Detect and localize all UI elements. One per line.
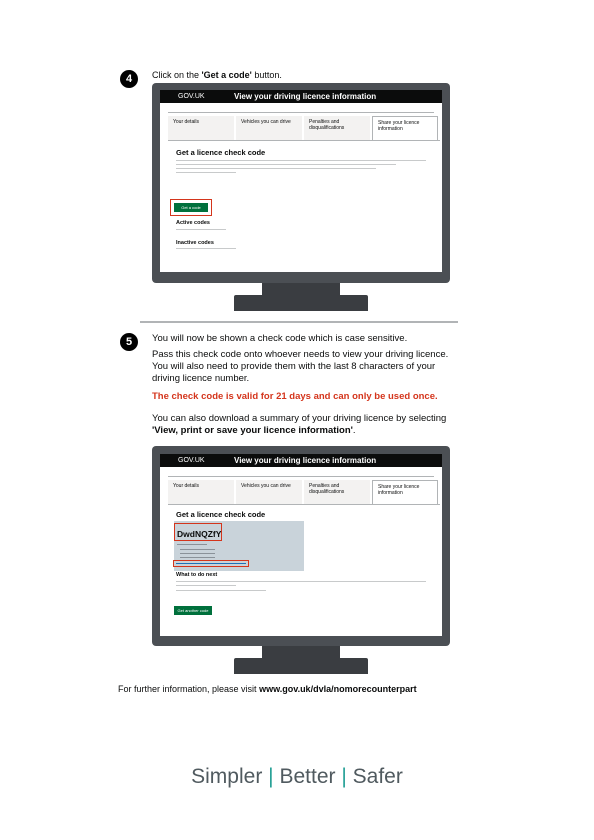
monitor-1-screen [160, 90, 442, 272]
step-4-bold: 'Get a code' [201, 70, 252, 80]
tab-bar [168, 116, 440, 140]
get-code-button[interactable]: Get a code [174, 203, 208, 212]
body-line [176, 160, 426, 161]
panel-line [180, 553, 215, 554]
tab-underline [168, 504, 440, 505]
step-5-para4 [152, 413, 452, 437]
step-4-text-end: button. [251, 70, 282, 80]
monitor-1-neck [262, 283, 340, 295]
tagline [0, 764, 594, 790]
get-another-code-button[interactable]: Get another code [174, 606, 212, 615]
highlight-box [170, 199, 212, 216]
beta-banner [168, 106, 434, 113]
body-line [176, 581, 426, 582]
body-line [176, 164, 396, 165]
body-line [176, 172, 236, 173]
tagline-safer: Safer [352, 765, 403, 788]
panel-line [177, 544, 207, 545]
step-4-text: Click on the [152, 70, 202, 80]
monitor-2-screen [160, 454, 442, 636]
tagline-better: Better [279, 765, 336, 788]
further-info-link[interactable]: www.gov.uk/dvla/nomorecounterpart [259, 684, 417, 694]
step-5-line1: You will now be shown a check code which is case sensitive. [152, 333, 408, 344]
tagline-separator: | [341, 765, 347, 788]
body-line [176, 168, 376, 169]
further-info [118, 683, 417, 695]
body-line [176, 590, 266, 591]
section-divider [140, 321, 458, 323]
heading-get-code: Get a licence check code [176, 510, 266, 519]
view-print-link[interactable] [176, 563, 246, 564]
tab-penalties[interactable]: Penalties and disqualifications [304, 480, 370, 504]
tab-share[interactable]: Share your licence information [372, 116, 438, 140]
body-line [176, 585, 236, 586]
heading-get-code: Get a licence check code [176, 148, 266, 157]
tab-underline [168, 140, 440, 141]
body-line [176, 248, 236, 249]
tab-vehicles[interactable]: Vehicles you can drive [236, 480, 302, 504]
step-4-badge: 4 [120, 70, 138, 88]
para4-end: . [352, 425, 356, 436]
active-codes-heading: Active codes [176, 220, 210, 226]
monitor-2-stand [234, 658, 368, 674]
step-5-badge: 5 [120, 333, 138, 351]
body-line [176, 229, 226, 230]
step-5-warning: The check code is valid for 21 days and can only be used once. [152, 391, 438, 402]
gov-header [160, 454, 442, 467]
gov-logo[interactable]: GOV.UK [178, 93, 205, 100]
tab-vehicles[interactable]: Vehicles you can drive [236, 116, 302, 140]
step-5-para2: Pass this check code onto whoever needs to view your driving licence. You will also need to provide them with the last 8 characters of your driving licence number. [152, 349, 449, 384]
tagline-simpler: Simpler [191, 765, 263, 788]
service-title: View your driving licence information [234, 92, 377, 101]
gov-logo[interactable]: GOV.UK [178, 457, 205, 464]
tab-your-details[interactable]: Your details [168, 480, 234, 504]
panel-line [180, 549, 215, 550]
monitor-1-stand [234, 295, 368, 311]
tab-your-details[interactable]: Your details [168, 116, 234, 140]
para4-bold: 'View, print or save your licence information' [152, 425, 353, 436]
what-to-do-next-heading: What to do next [176, 572, 218, 578]
panel-line [180, 557, 215, 558]
further-info-text: For further information, please visit [118, 684, 260, 694]
tab-bar [168, 480, 440, 504]
para4-text: You can also download a summary of your driving licence by selecting [152, 413, 447, 424]
step-4-instruction [152, 69, 282, 81]
inactive-codes-heading: Inactive codes [176, 240, 214, 246]
tab-share[interactable]: Share your licence information [372, 480, 438, 504]
beta-banner [168, 470, 434, 477]
monitor-2-neck [262, 646, 340, 658]
tab-penalties[interactable]: Penalties and disqualifications [304, 116, 370, 140]
service-title: View your driving licence information [234, 456, 377, 465]
gov-header [160, 90, 442, 103]
tagline-separator: | [268, 765, 274, 788]
check-code-value: DwdNQZfY [177, 529, 222, 539]
